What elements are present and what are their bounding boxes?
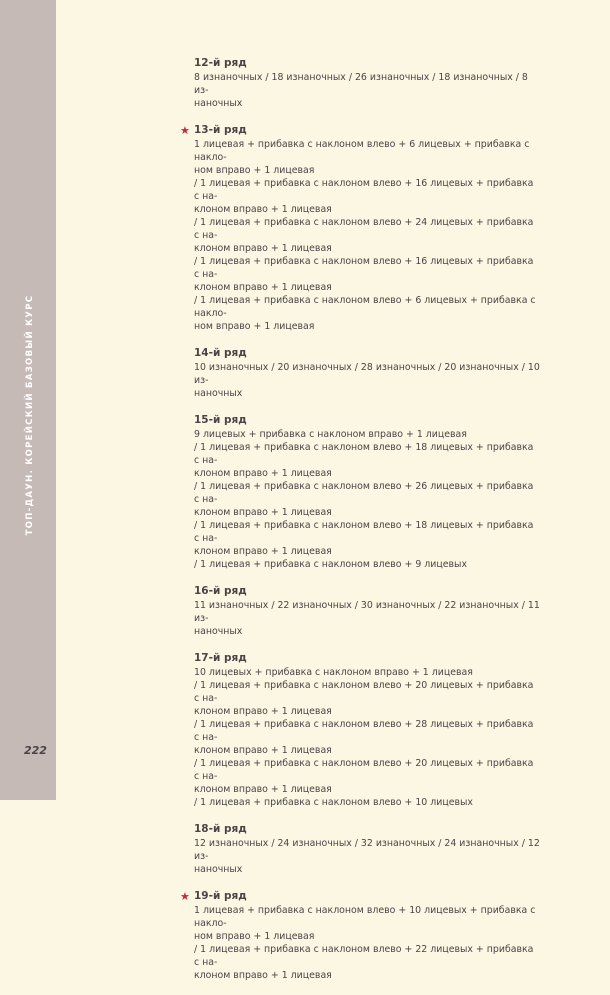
instruction-line: клоном вправо + 1 лицевая [194,468,332,479]
instruction-line: / 1 лицевая + прибавка с наклоном влево + 26 лицевых + прибавка с на- [194,481,534,505]
row-block [194,413,540,571]
row-title-text: 14-й ряд [194,347,247,359]
instruction-line: клоном вправо + 1 лицевая [194,507,332,518]
row-title [194,413,540,428]
instruction-line: ном вправо + 1 лицевая [194,321,315,332]
instruction-line: / 1 лицевая + прибавка с наклоном влево + 16 лицевых + прибавка с на- [194,178,534,202]
instruction-line: 11 изнаночных / 22 изнаночных / 30 изнаночных / 22 изнаночных / 11 из- [194,600,540,624]
instruction-line: 8 изнаночных / 18 изнаночных / 26 изнаночных / 18 изнаночных / 8 из- [194,72,528,96]
row-title-text: 15-й ряд [194,414,247,426]
instruction-line: наночных [194,626,243,637]
row-title [180,889,540,904]
instruction-line: клоном вправо + 1 лицевая [194,204,332,215]
row-title [194,822,540,837]
instruction-line: / 1 лицевая + прибавка с наклоном влево + 22 лицевых + прибавка с на- [194,944,534,968]
instruction-line: / 1 лицевая + прибавка с наклоном влево + 20 лицевых + прибавка с на- [194,680,534,704]
row-block [180,123,540,333]
row-block [194,651,540,809]
instruction-line: / 1 лицевая + прибавка с наклоном влево + 20 лицевых + прибавка с на- [194,758,534,782]
running-head: ТОП-ДАУН. КОРЕЙСКИЙ БАЗОВЫЙ КУРС [25,294,35,536]
star-icon: ★ [180,124,190,137]
instruction-line: 1 лицевая + прибавка с наклоном влево + 10 лицевых + прибавка с накло- [194,905,536,929]
instruction-line: клоном вправо + 1 лицевая [194,546,332,557]
instruction-line: 10 лицевых + прибавка с наклоном вправо + 1 лицевая [194,667,473,678]
instruction-line: 10 изнаночных / 20 изнаночных / 28 изнаночных / 20 изнаночных / 10 из- [194,362,540,386]
row-block [180,889,540,982]
instruction-line: клоном вправо + 1 лицевая [194,784,332,795]
row-title-text: 18-й ряд [194,823,247,835]
instruction-line: клоном вправо + 1 лицевая [194,970,332,981]
instruction-line: / 1 лицевая + прибавка с наклоном влево + 24 лицевых + прибавка с на- [194,217,534,241]
instruction-line: клоном вправо + 1 лицевая [194,745,332,756]
row-block [194,584,540,638]
instruction-line: / 1 лицевая + прибавка с наклоном влево + 6 лицевых + прибавка с накло- [194,295,536,319]
instruction-line: клоном вправо + 1 лицевая [194,243,332,254]
instruction-line: 1 лицевая + прибавка с наклоном влево + 6 лицевых + прибавка с накло- [194,139,530,163]
instruction-line: ном вправо + 1 лицевая [194,165,315,176]
instruction-line: / 1 лицевая + прибавка с наклоном влево + 18 лицевых + прибавка с на- [194,520,534,544]
row-block [194,822,540,876]
row-title [194,651,540,666]
instruction-line: / 1 лицевая + прибавка с наклоном влево + 10 лицевых [194,797,473,808]
instruction-line: наночных [194,388,243,399]
page-number: 222 [24,744,47,757]
star-icon: ★ [180,890,190,903]
row-title-text: 17-й ряд [194,652,247,664]
row-title-text: 19-й ряд [194,890,247,902]
instruction-line: клоном вправо + 1 лицевая [194,282,332,293]
row-title-text: 12-й ряд [194,57,247,69]
instruction-line: 12 изнаночных / 24 изнаночных / 32 изнаночных / 24 изнаночных / 12 из- [194,838,540,862]
instruction-line: наночных [194,98,243,109]
instruction-line: / 1 лицевая + прибавка с наклоном влево + 18 лицевых + прибавка с на- [194,442,534,466]
row-title-text: 13-й ряд [194,124,247,136]
instruction-line: / 1 лицевая + прибавка с наклоном влево + 16 лицевых + прибавка с на- [194,256,534,280]
instruction-line: наночных [194,864,243,875]
instruction-line: / 1 лицевая + прибавка с наклоном влево + 9 лицевых [194,559,467,570]
instruction-line: ном вправо + 1 лицевая [194,931,315,942]
instruction-line: 9 лицевых + прибавка с наклоном вправо + 1 лицевая [194,429,467,440]
row-title-text: 16-й ряд [194,585,247,597]
row-title [194,584,540,599]
pattern-instructions [180,56,540,995]
row-title [180,123,540,138]
instruction-line: клоном вправо + 1 лицевая [194,706,332,717]
row-title [194,56,540,71]
instruction-line: / 1 лицевая + прибавка с наклоном влево + 28 лицевых + прибавка с на- [194,719,534,743]
row-block [194,56,540,110]
row-block [194,346,540,400]
row-title [194,346,540,361]
